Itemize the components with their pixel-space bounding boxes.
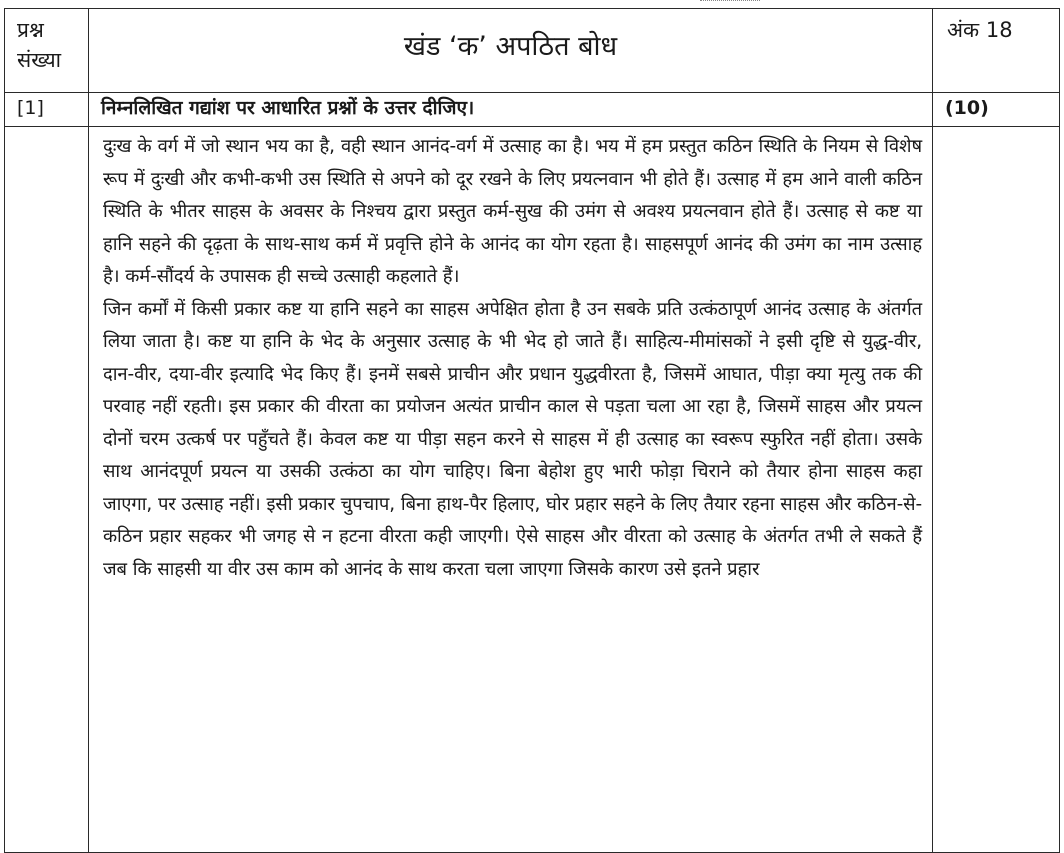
question-number: [1] <box>5 93 89 127</box>
page-top-mark <box>700 0 760 4</box>
question-number-header: प्रश्न संख्या <box>5 9 89 93</box>
question-paper-table <box>4 8 1060 853</box>
passage-cell <box>89 127 933 853</box>
passage-marks-cell <box>933 127 1060 853</box>
passage-paragraph-1: दुःख के वर्ग में जो स्थान भय का है, वही स्थान आनंद-वर्ग में उत्साह का है। भय में हम प्रस्तुत कठिन स्थिति के नियम से विशेष रूप में दुःखी और कभी-कभी उस स्थिति से अपने को दूर रखने के लिए प्रयत्नवान भी होते हैं। उत्साह में हम आने वाली कठिन स्थिति के भीतर साहस के अवसर के निश्चय द्वारा प्रस्तुत कर्म-सुख की उमंग से अवश्य प्रयत्नवान होते हैं। उत्साह से कष्ट या हानि सहने की दृढ़ता के साथ-साथ कर्म में प्रवृत्ति होने के आनंद का योग रहता है। साहसपूर्ण आनंद की उमंग का नाम उत्साह है। कर्म-सौंदर्य के उपासक ही सच्चे उत्साही कहलाते हैं। <box>103 136 922 287</box>
header-row <box>5 9 1060 93</box>
passage-row <box>5 127 1060 853</box>
question-row <box>5 93 1060 127</box>
total-marks-header: अंक 18 <box>933 9 1060 93</box>
section-title: खंड ‘क’ अपठित बोध <box>89 9 933 93</box>
passage-paragraph-2: जिन कर्मों में किसी प्रकार कष्ट या हानि सहने का साहस अपेक्षित होता है उन सबके प्रति उत्कंठापूर्ण आनंद उत्साह के अंतर्गत लिया जाता है। कष्ट या हानि के भेद के अनुसार उत्साह के भी भेद हो जाते हैं। साहित्य-मीमांसकों ने इसी दृष्टि से युद्ध-वीर, दान-वीर, दया-वीर इत्यादि भेद किए हैं। इनमें सबसे प्राचीन और प्रधान युद्धवीरता है, जिसमें आघात, पीड़ा क्या मृत्यु तक की परवाह नहीं रहती। इस प्रकार की वीरता का प्रयोजन अत्यंत प्राचीन काल से पड़ता चला आ रहा है, जिसमें साहस और प्रयत्न दोनों चरम उत्कर्ष पर पहुँचते हैं। केवल कष्ट या पीड़ा सहन करने से साहस में ही उत्साह का स्वरूप स्फुरित नहीं होता। उसके साथ आनंदपूर्ण प्रयत्न या उसकी उत्कंठा का योग चाहिए। बिना बेहोश हुए भारी फोड़ा चिराने को तैयार होना साहस कहा जाएगा, पर उत्साह नहीं। इसी प्रकार चुपचाप, बिना हाथ-पैर हिलाए, घोर प्रहार सहने के लिए तैयार रहना साहस और कठिन-से-कठिन प्रहार सहकर भी जगह से न हटना वीरता कही जाएगी। ऐसे साहस और वीरता को उत्साह के अंतर्गत तभी ले सकते हैं जब कि साहसी या वीर उस काम को आनंद के साथ करता चला जाएगा जिसके कारण उसे इतने प्रहार <box>103 298 922 580</box>
question-instruction: निम्नलिखित गद्यांश पर आधारित प्रश्नों के उत्तर दीजिए। <box>89 93 933 127</box>
question-marks: (10) <box>933 93 1060 127</box>
passage-number-cell <box>5 127 89 853</box>
